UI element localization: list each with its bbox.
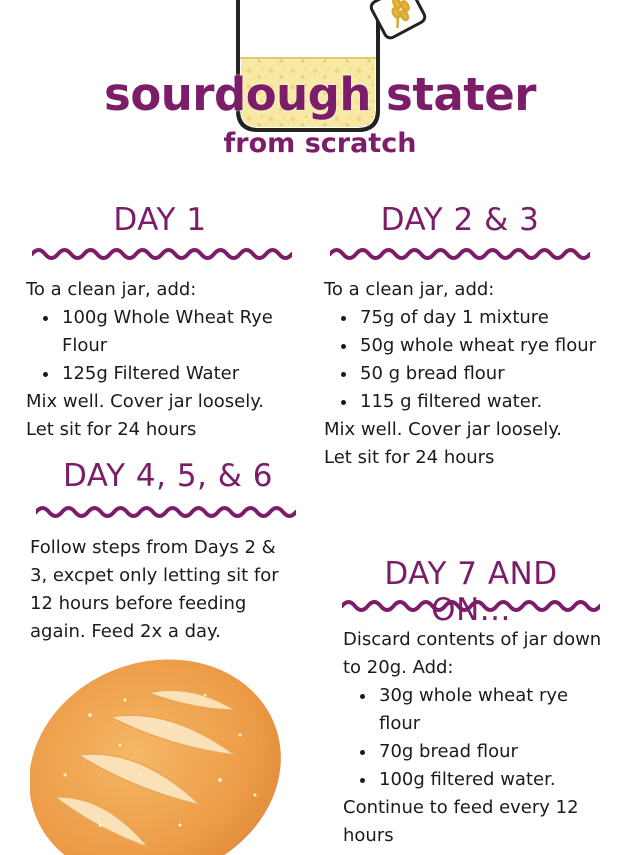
list-item: • 50 g bread flour — [358, 360, 634, 388]
day1-intro: To a clean jar, add: — [26, 279, 197, 300]
list-item: • 70g bread flour — [377, 738, 605, 766]
day1-heading: DAY 1 — [113, 202, 207, 238]
day7-instructions — [343, 626, 605, 850]
list-item: • 75g of day 1 mixture — [358, 304, 634, 332]
day23-instructions — [324, 276, 634, 472]
wave-divider — [342, 598, 600, 614]
day23-intro: To a clean jar, add: — [324, 279, 495, 300]
day7-intro: Discard contents of jar down to 20g. Add: — [343, 629, 602, 678]
list-item: • 50g whole wheat rye flour — [358, 332, 634, 360]
day7-ingredient-list — [343, 682, 605, 794]
day23-heading: DAY 2 & 3 — [380, 202, 540, 238]
wave-divider — [330, 246, 590, 262]
list-item: • 30g whole wheat rye flour — [377, 682, 605, 738]
list-item: • 100g filtered water. — [377, 766, 605, 794]
list-item: • 125g Filtered Water — [60, 360, 308, 388]
list-item: • 100g Whole Wheat Rye Flour — [60, 304, 308, 360]
day23-ingredient-list — [324, 304, 634, 416]
wave-divider — [36, 504, 296, 520]
day1-ingredient-list — [26, 304, 308, 388]
day23-outro: Let sit for 24 hours — [324, 447, 495, 468]
day456-instructions: Follow steps from Days 2 & 3, excpet only letting sit for 12 hours before feeding again. Feed 2x a day. — [30, 537, 279, 642]
wave-divider — [32, 246, 292, 262]
day1-instructions — [26, 276, 308, 444]
day456-heading: DAY 4, 5, & 6 — [62, 458, 274, 494]
day23-outro: Mix well. Cover jar loosely. — [324, 419, 563, 440]
page-title: sourdough stater — [104, 68, 536, 121]
list-item: • 115 g filtered water. — [358, 388, 634, 416]
day7-outro: Continue to feed every 12 hours — [343, 797, 579, 846]
day1-outro: Mix well. Cover jar loosely. — [26, 391, 265, 412]
day7-heading: DAY 7 AND ON... — [384, 556, 558, 628]
page-subtitle: from scratch — [223, 128, 417, 159]
day1-outro: Let sit for 24 hours — [26, 419, 197, 440]
bread-loaf-icon — [30, 655, 285, 855]
